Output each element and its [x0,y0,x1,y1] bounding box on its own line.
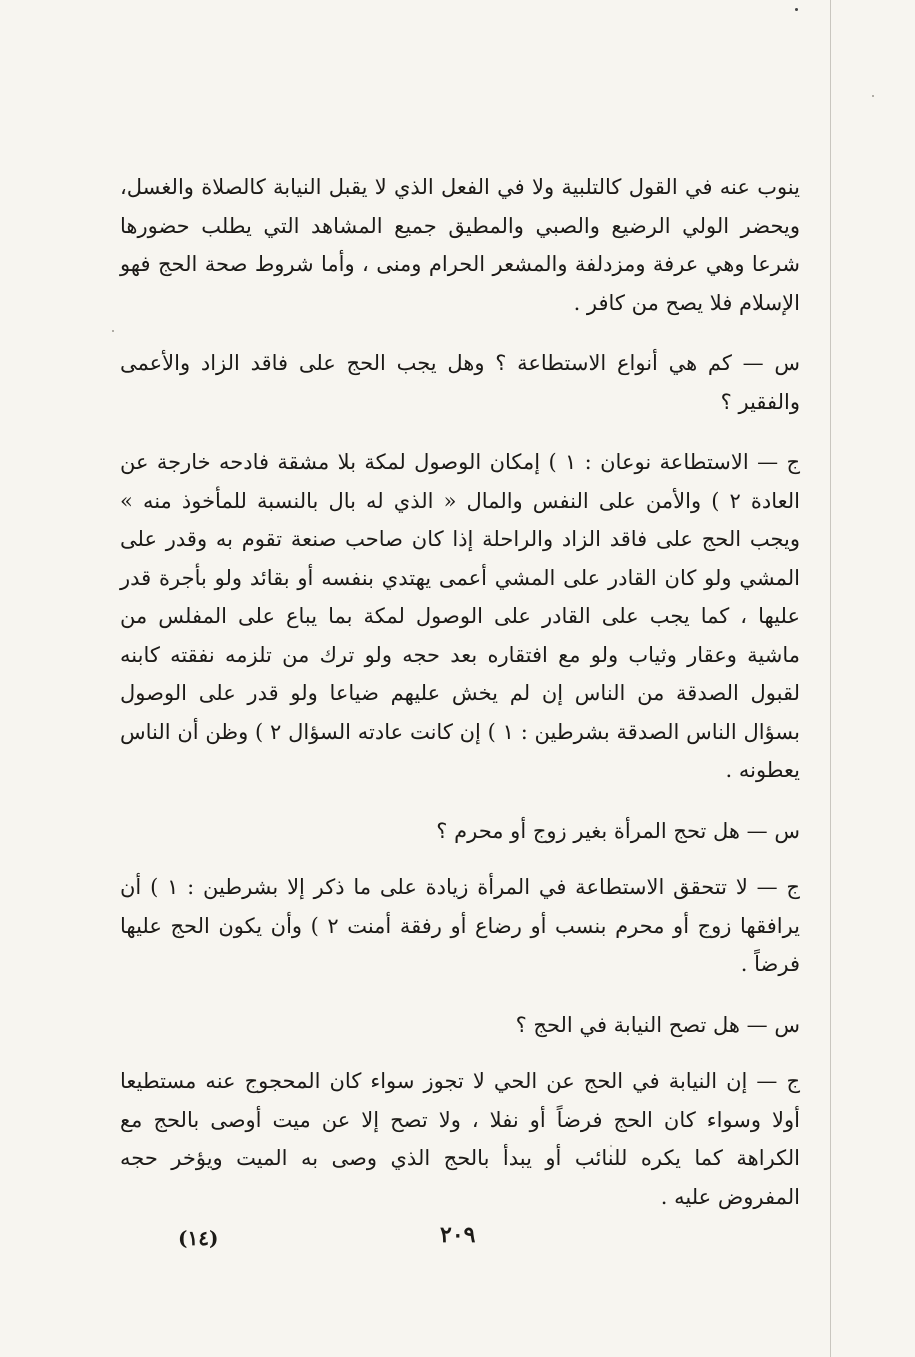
ink-dot [795,8,798,11]
scan-speck [112,330,114,332]
paragraph-pilgrimage-proxy-conditions: ينوب عنه في القول كالتلبية ولا في الفعل الذي لا يقبل النيابة كالصلاة والغسل، ويحضر الولي الرضيع والصبي والمطيق جميع المشاهد التي يطلب حضورها شرعا وهي عرفة ومزدلفة والمشعر الحرام ومنى ، وأما شروط صحة الحج فهو الإسلام فلا يصح من كافر . [120,175,800,315]
scan-speck [872,95,874,97]
answer-proxy-hajj: ج — إن النيابة في الحج عن الحي لا تجوز سواء كان المحجوج عنه مستطيعا أولا وسواء كان الحج فرضاً أو نفلا ، ولا تصح إلا عن ميت أوصى بالحج مع الكراهة كما يكره للنائب أو يبدأ بالحج الذي وصى به الميت ويؤخر حجه المفروض عليه . [120,1069,800,1209]
body-text [120,168,800,1216]
question-woman-hajj: س — هل تحج المرأة بغير زوج أو محرم ؟ [436,818,800,843]
signature-mark: (١٤) [178,1226,219,1250]
answer-woman-hajj: ج — لا تتحقق الاستطاعة في المرأة زيادة على ما ذكر إلا بشرطين : ١ ) أن يرافقها زوج أو محرم بنسب أو رضاع أو رفقة أمنت ٢ ) وأن يكون الحج عليها فرضاً . [120,875,800,976]
question-types-of-ability: س — كم هي أنواع الاستطاعة ؟ وهل يجب الحج على فاقد الزاد والأعمى والفقير ؟ [120,351,800,414]
binding-edge-line [830,0,831,1357]
question-proxy-hajj: س — هل تصح النيابة في الحج ؟ [515,1012,800,1037]
page-number: ٢٠٩ [440,1222,476,1248]
page-footer [0,1222,915,1262]
answer-types-of-ability: ج — الاستطاعة نوعان : ١ ) إمكان الوصول لمكة بلا مشقة فادحه خارجة عن العادة ٢ ) والأمن على النفس والمال « الذي له بال بالنسبة للمأخوذ منه » ويجب الحج على فاقد الزاد والراحلة إذا كان صاحب صنعة تقوم به وقدر على المشي ولو كان القادر على المشي أعمى يهتدي بنفسه أو بقائد ولو بأجرة قدر عليها ، كما يجب على القادر على الوصول لمكة بما يباع على المفلس من ماشية وعقار وثياب ولو مع افتقاره بعد حجه ولو ترك من تلزمه نفقته كابنه لقبول الصدقة من الناس إن لم يخش عليهم ضياعا ولو قدر على الوصول بسؤال الناس الصدقة بشرطين : ١ ) إن كانت عادته السؤال ٢ ) وظن أن الناس يعطونه . [120,450,800,782]
